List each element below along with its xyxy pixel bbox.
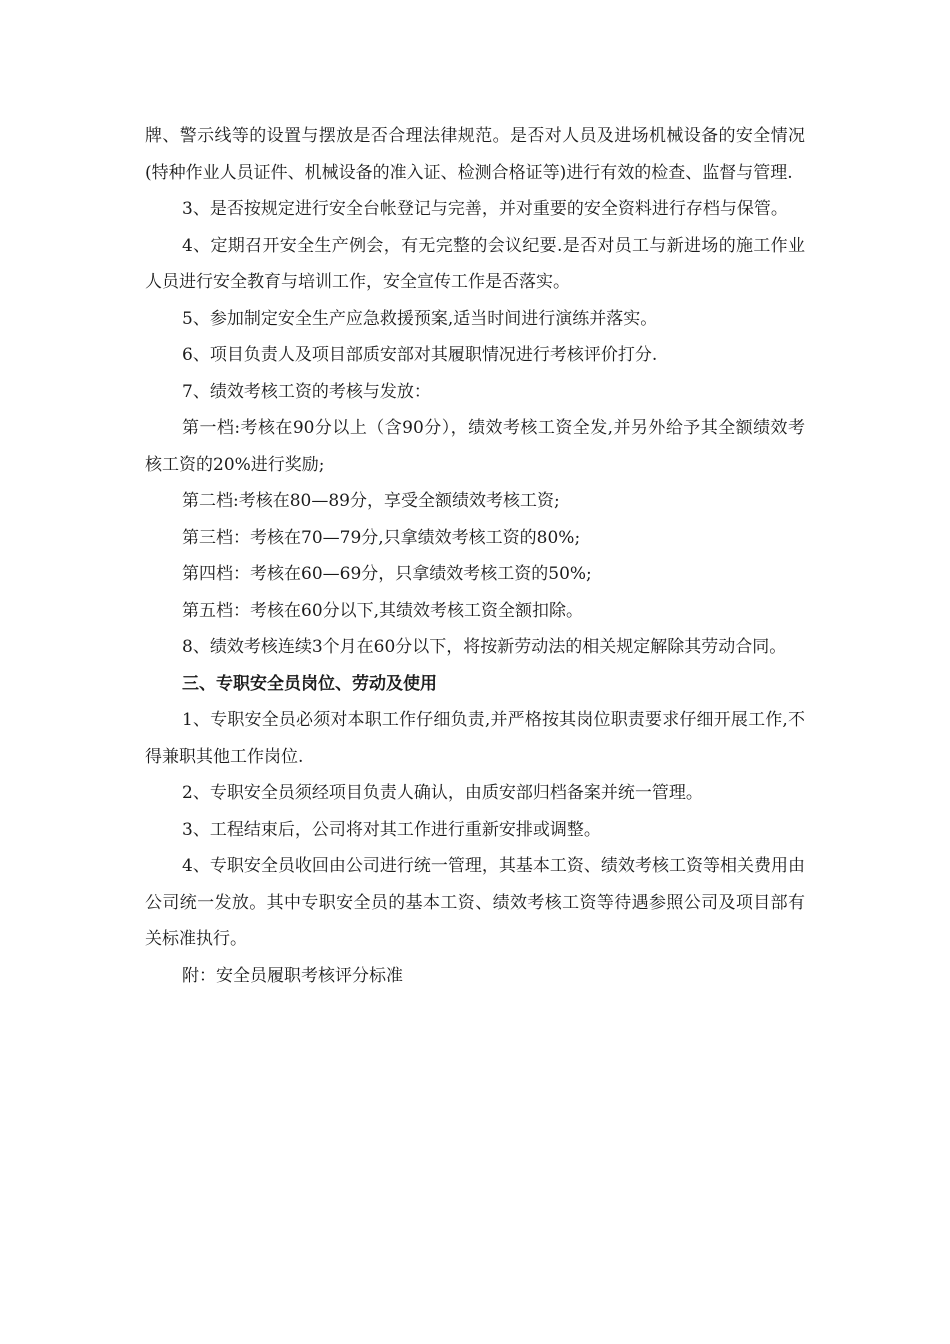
paragraph-tier-1: 第一档:考核在90分以上（含90分），绩效考核工资全发,并另外给予其全额绩效考核工资的20%进行奖励; [145, 418, 805, 475]
paragraph-item-5: 5、参加制定安全生产应急救援预案,适当时间进行演练并落实。 [182, 308, 658, 329]
paragraph-item-7: 7、绩效考核工资的考核与发放： [182, 381, 431, 402]
paragraph-section3-item-4: 4、专职安全员收回由公司进行统一管理，其基本工资、绩效考核工资等相关费用由公司统一发放。其中专职安全员的基本工资、绩效考核工资等待遇参照公司及项目部有关标准执行。 [145, 856, 805, 949]
section-heading: 三、专职安全员岗位、劳动及使用 [182, 673, 437, 694]
paragraph-appendix-note: 附：安全员履职考核评分标准 [182, 965, 403, 986]
document-page [145, 118, 805, 994]
paragraph-tier-3: 第三档：考核在70—79分,只拿绩效考核工资的80%; [182, 527, 581, 548]
paragraph-item-6: 6、项目负责人及项目部质安部对其履职情况进行考核评价打分. [182, 345, 658, 365]
paragraph-section3-item-1: 1、专职安全员必须对本职工作仔细负责,并严格按其岗位职责要求仔细开展工作,不得兼职其他工作岗位. [145, 710, 805, 767]
paragraph-item-8: 8、绩效考核连续3个月在60分以下，将按新劳动法的相关规定解除其劳动合同。 [182, 637, 787, 657]
paragraph-continuation: 牌、警示线等的设置与摆放是否合理法律规范。是否对人员及进场机械设备的安全情况(特种作业人员证件、机械设备的准入证、检测合格证等)进行有效的检查、监督与管理. [145, 126, 805, 183]
paragraph-tier-5: 第五档：考核在60分以下,其绩效考核工资全额扣除。 [182, 600, 584, 621]
paragraph-item-3: 3、是否按规定进行安全台帐登记与完善，并对重要的安全资料进行存档与保管。 [182, 199, 788, 219]
paragraph-tier-2: 第二档:考核在80—89分，享受全额绩效考核工资; [182, 491, 560, 511]
paragraph-tier-4: 第四档：考核在60—69分，只拿绩效考核工资的50%; [182, 564, 592, 584]
paragraph-item-4: 4、定期召开安全生产例会，有无完整的会议纪要.是否对员工与新进场的施工作业人员进行安全教育与培训工作，安全宣传工作是否落实。 [145, 235, 805, 292]
paragraph-section3-item-3: 3、工程结束后，公司将对其工作进行重新安排或调整。 [182, 819, 601, 840]
paragraph-section3-item-2: 2、专职安全员须经项目负责人确认，由质安部归档备案并统一管理。 [182, 783, 703, 803]
